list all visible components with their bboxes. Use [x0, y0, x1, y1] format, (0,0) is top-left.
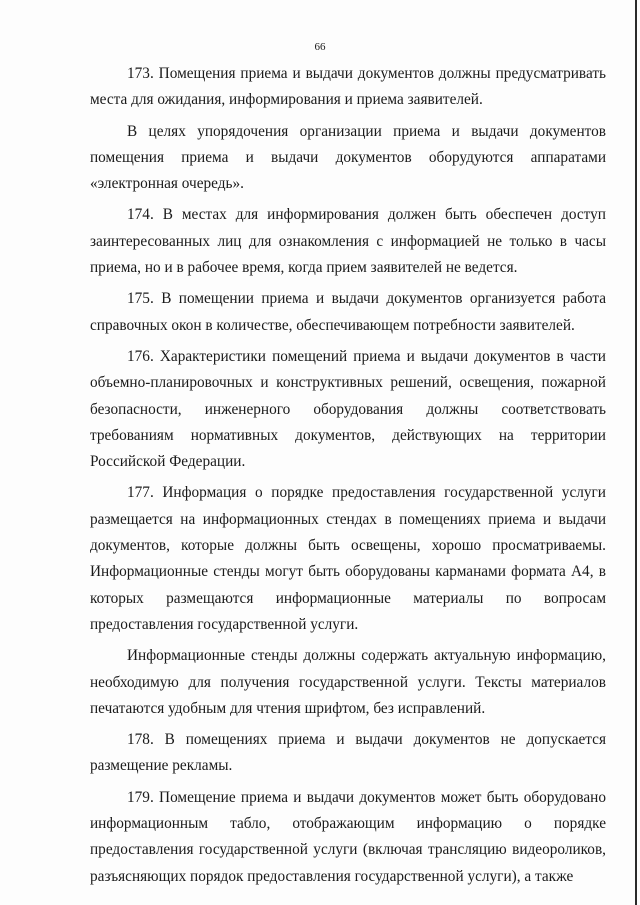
scan-edge-line — [635, 0, 637, 905]
document-body — [90, 61, 606, 893]
paragraph-electronic-queue: В целях упорядочения организации приема и выдачи документов помещения приема и выдачи документов оборудуются аппаратами «электронная очередь». — [90, 122, 606, 193]
paragraph-174: 174. В местах для информирования должен быть обеспечен доступ заинтересованных лиц для ознакомления с информацией не только в часы приема, но и в рабочее время, когда прием заявителей не ведется. — [90, 206, 606, 277]
paragraph-176: 176. Характеристики помещений приема и выдачи документов в части объемно-планировочных и конструктивных решений, освещения, пожарной безопасности, инженерного оборудования должны соответствовать требованиям нормативных документов, действующих на территории Российской Федерации. — [90, 347, 606, 471]
paragraph-info-stands: Информационные стенды должны содержать актуальную информацию, необходимую для получения государственной услуги. Тексты материалов печатаются удобным для чтения шрифтом, без исправлений. — [90, 647, 606, 717]
paragraph-179: 179. Помещение приема и выдачи документов может быть оборудовано информационным табло, отображающим информацию о порядке предоставления государственной услуги (включая трансляцию видеороликов, разъясняющих порядок предоставления государственной услуги), а также — [90, 788, 606, 885]
paragraph-175: 175. В помещении приема и выдачи документов организуется работа справочных окон в количестве, обеспечивающем потребности заявителей. — [90, 290, 606, 334]
paragraph-178: 178. В помещениях приема и выдачи документов не допускается размещение рекламы. — [90, 731, 606, 775]
paragraph-177: 177. Информация о порядке предоставления государственной услуги размещается на информационных стендах в помещениях приема и выдачи документов, которые должны быть освещены, хорошо просматриваемы. Информационные стенды могут быть оборудованы карманами формата А4, в которых размещаются информационные материалы по вопросам предоставления государственной услуги. — [90, 484, 606, 633]
paragraph-173: 173. Помещения приема и выдачи документов должны предусматривать места для ожидания, информирования и приема заявителей. — [90, 65, 606, 109]
page-number: 66 — [314, 41, 326, 53]
